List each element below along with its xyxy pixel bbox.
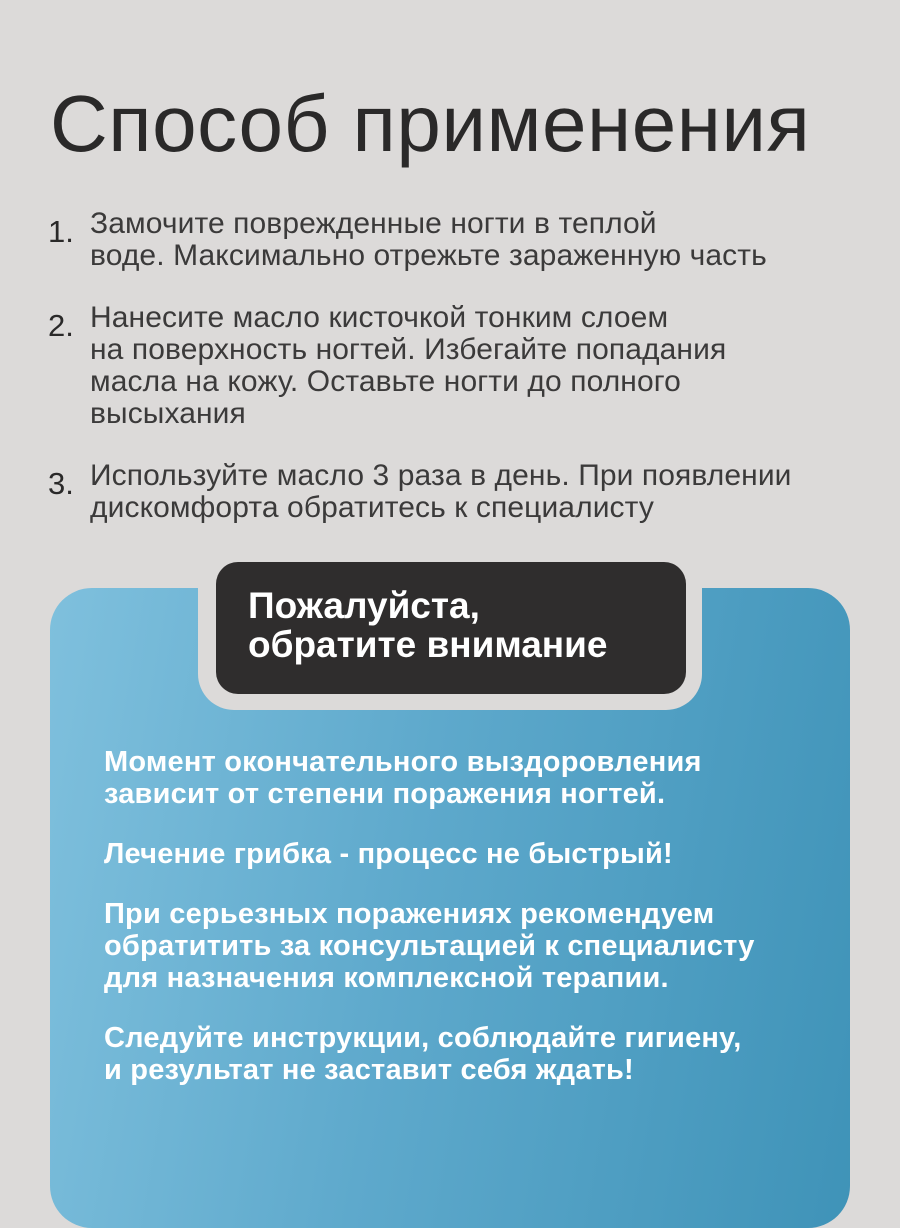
badge-line: Пожалуйста, [248, 585, 480, 626]
step-line: Используйте масло 3 раза в день. При появлении [90, 459, 792, 492]
step-2 [48, 302, 878, 430]
step-line: высыхания [90, 397, 246, 430]
step-line: Замочите поврежденные ногти в теплой [90, 207, 657, 240]
step-number: 3. [48, 466, 74, 501]
step-line: на поверхность ногтей. Избегайте попадания [90, 333, 727, 366]
step-1 [48, 208, 878, 272]
step-line: воде. Максимально отрежьте зараженную часть [90, 239, 767, 272]
notice-paragraph-3 [104, 898, 864, 994]
attention-badge [216, 562, 686, 694]
notice-line: При серьезных поражениях рекомендуем [104, 898, 715, 930]
step-line: масла на кожу. Оставьте ногти до полного [90, 365, 681, 398]
step-line: Нанесите масло кисточкой тонким слоем [90, 301, 669, 334]
notice-line: Момент окончательного выздоровления [104, 746, 702, 778]
page-title: Способ применения [50, 79, 811, 168]
step-line: дискомфорта обратитесь к специалисту [90, 491, 654, 524]
badge-text [248, 586, 686, 664]
notice-line: и результат не заставит себя ждать! [104, 1054, 634, 1086]
step-text [90, 460, 792, 524]
notice-paragraph-4 [104, 1022, 864, 1086]
step-text [90, 302, 726, 430]
notice-text [104, 746, 864, 1114]
step-3 [48, 460, 878, 524]
notice-paragraph-1 [104, 746, 864, 810]
step-text [90, 208, 767, 272]
badge-line: обратите внимание [248, 624, 608, 665]
notice-line: Следуйте инструкции, соблюдайте гигиену, [104, 1022, 742, 1054]
notice-line: Лечение грибка - процесс не быстрый! [104, 838, 673, 870]
notice-paragraph-2 [104, 838, 864, 870]
instruction-steps [48, 208, 878, 554]
step-number: 1. [48, 214, 74, 249]
step-number: 2. [48, 308, 74, 343]
notice-line: для назначения комплексной терапии. [104, 962, 669, 994]
notice-line: зависит от степени поражения ногтей. [104, 778, 666, 810]
notice-line: обратитить за консультацией к специалисту [104, 930, 755, 962]
